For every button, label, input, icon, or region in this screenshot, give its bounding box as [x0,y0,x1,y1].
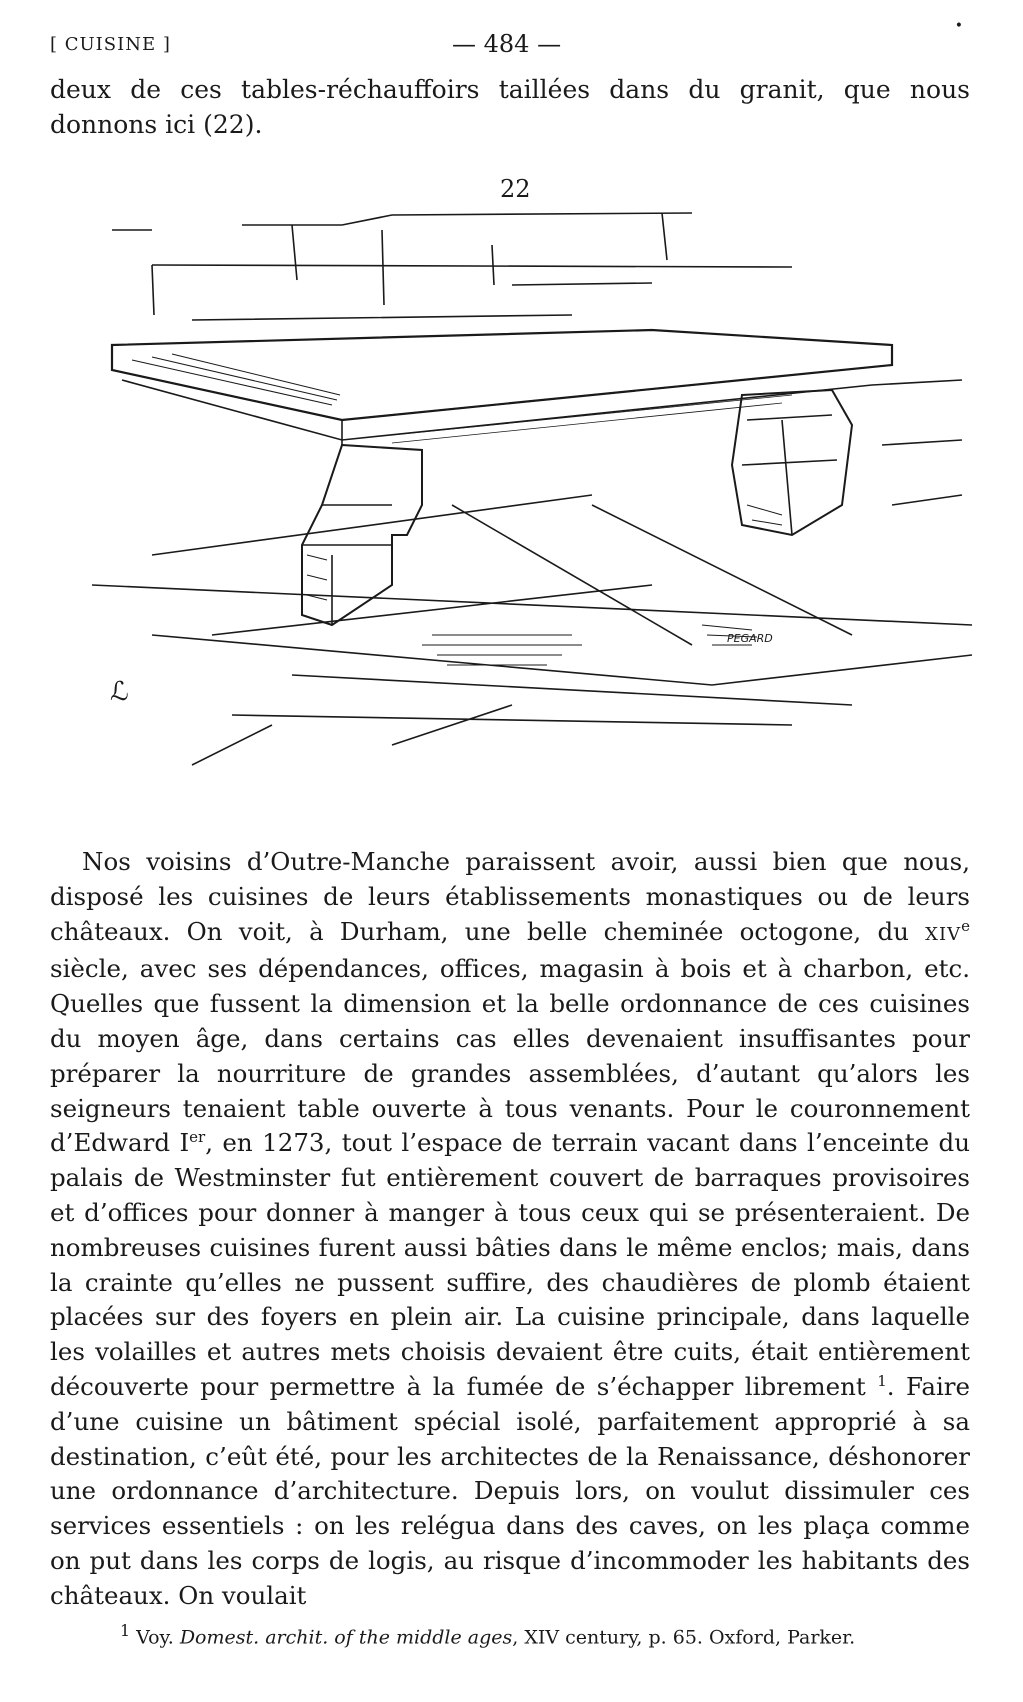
century-superscript: e [961,916,970,935]
print-mark: • [954,18,963,34]
figure-number: 22 [500,175,531,203]
footnote-prefix: Voy. [130,1626,180,1649]
opening-text: deux de ces tables-réchauffoirs taillées dans du granit, que nous donnons ici (22). [50,75,970,139]
footnote-marker: 1 [120,1621,131,1640]
section-title: [ CUISINE ] [50,34,171,55]
century-numeral: XIV [925,923,962,945]
main-paragraph [50,845,970,1614]
stone-table-illustration [92,205,972,795]
footnote-suffix: , XIV century, p. 65. Oxford, Parker. [512,1626,856,1649]
paragraph-part-3: , en 1273, tout l’espace de terrain vacant dans l’enceinte du palais de Westminster fut entièrement couvert de barraques provisoires et d’offices pour donner à manger à tous ceux qui se présenteraient. De nombreuses cuisines furent aussi bâties dans le même enclos; mais, dans la crainte qu’elles ne pussent suffire, des chaudières de plomb étaient placées sur des foyers en plein air. La cuisine principale, dans laquelle les volailles et autres mets choisis devaient être cuits, était entièrement découverte pour permettre à la fumée de s’échapper librement [50,1128,970,1401]
footnote-title: Domest. archit. of the middle ages [179,1626,513,1649]
paragraph-part-1: Nos voisins d’Outre-Manche paraissent avoir, aussi bien que nous, disposé les cuisines de leurs établissements monastiques ou de leurs châteaux. On voit, à Durham, une belle cheminée octogone, du [50,847,970,946]
stone-table-drawing [92,205,972,795]
running-head [50,18,963,64]
page-number: — 484 — [452,30,562,58]
engraver-monogram: ℒ [110,677,129,707]
engraver-signature: PEGARD [727,632,773,645]
paragraph-part-2: siècle, avec ses dépendances, offices, magasin à bois et à charbon, etc. Quelles que fussent la dimension et la belle ordonnance de ces cuisines du moyen âge, dans certains cas elles devenaient insuffisantes pour préparer la nourriture de grandes assemblées, d’autant qu’alors les seigneurs tenaient table ouverte à tous venants. Pour le couronnement d’Edward I [50,954,970,1158]
ordinal-superscript: er [189,1128,206,1147]
paragraph-part-4: . Faire d’une cuisine un bâtiment spécial isolé, parfaitement approprié à sa destination, c’eût été, pour les architectes de la Renaissance, déshonorer une ordonnance d’architecture. Depuis lors, on voulut dissimuler ces services essentiels : on les relégua dans des caves, on les plaça comme on put dans les corps de logis, au risque d’incommoder les habitants des châteaux. On voulait [50,1371,970,1610]
footnote-reference: 1 [877,1371,887,1390]
footnote [120,1618,920,1650]
